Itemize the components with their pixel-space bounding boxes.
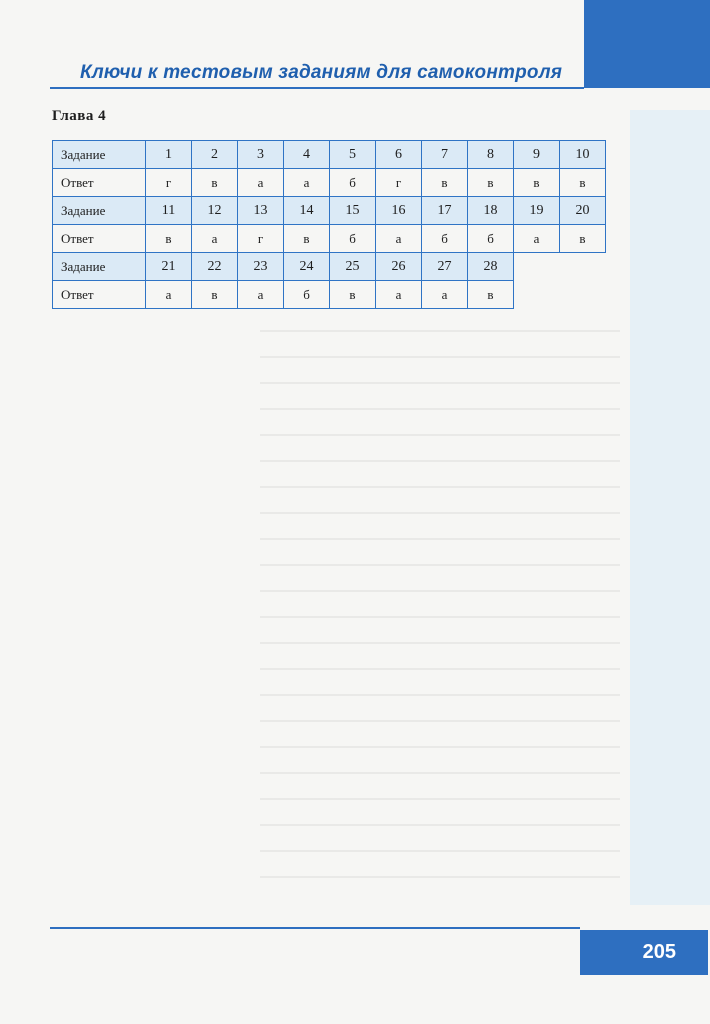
task-cell: 15 xyxy=(330,197,376,225)
task-row xyxy=(53,141,606,169)
chapter-heading: Глава 4 xyxy=(52,108,107,124)
answer-row-label: Ответ xyxy=(53,225,146,253)
answer-cell: а xyxy=(192,225,238,253)
answer-cell: а xyxy=(146,281,192,309)
task-cell: 18 xyxy=(468,197,514,225)
answer-cell: в xyxy=(468,281,514,309)
page-header-title: Ключи к тестовым заданиям для самоконтроля xyxy=(80,62,563,83)
footer-rule xyxy=(50,927,580,929)
bleed-through-texture xyxy=(260,330,620,890)
task-row-label: Задание xyxy=(53,197,146,225)
task-cell: 2 xyxy=(192,141,238,169)
answer-cell: а xyxy=(514,225,560,253)
task-row-label: Задание xyxy=(53,253,146,281)
task-cell: 24 xyxy=(284,253,330,281)
task-cell: 7 xyxy=(422,141,468,169)
answer-cell: г xyxy=(376,169,422,197)
answer-cell: б xyxy=(284,281,330,309)
task-cell: 14 xyxy=(284,197,330,225)
task-row-label: Задание xyxy=(53,141,146,169)
answer-cell: г xyxy=(146,169,192,197)
task-cell: 6 xyxy=(376,141,422,169)
answer-cell: а xyxy=(238,169,284,197)
answer-cell: а xyxy=(238,281,284,309)
task-cell: 12 xyxy=(192,197,238,225)
task-cell: 13 xyxy=(238,197,284,225)
task-cell: 16 xyxy=(376,197,422,225)
task-cell: 1 xyxy=(146,141,192,169)
answer-cell: б xyxy=(330,225,376,253)
task-cell: 4 xyxy=(284,141,330,169)
empty-cell xyxy=(560,281,606,309)
page-number: 205 xyxy=(642,941,676,963)
answer-cell: б xyxy=(468,225,514,253)
task-cell: 21 xyxy=(146,253,192,281)
header-corner-block xyxy=(584,0,710,88)
answer-cell: б xyxy=(330,169,376,197)
task-cell: 26 xyxy=(376,253,422,281)
task-row xyxy=(53,253,606,281)
task-cell: 5 xyxy=(330,141,376,169)
empty-cell xyxy=(514,281,560,309)
answer-cell: в xyxy=(560,225,606,253)
answer-row-label: Ответ xyxy=(53,281,146,309)
answer-row-label: Ответ xyxy=(53,169,146,197)
task-cell: 23 xyxy=(238,253,284,281)
side-decor-strip xyxy=(630,110,710,905)
task-cell: 19 xyxy=(514,197,560,225)
answer-cell: в xyxy=(146,225,192,253)
answer-cell: в xyxy=(192,169,238,197)
answer-cell: а xyxy=(376,225,422,253)
answer-cell: в xyxy=(560,169,606,197)
answer-cell: в xyxy=(468,169,514,197)
task-cell: 11 xyxy=(146,197,192,225)
empty-cell xyxy=(560,253,606,281)
task-cell: 22 xyxy=(192,253,238,281)
answer-cell: а xyxy=(376,281,422,309)
task-row xyxy=(53,197,606,225)
task-cell: 8 xyxy=(468,141,514,169)
answer-row xyxy=(53,169,606,197)
task-cell: 25 xyxy=(330,253,376,281)
empty-cell xyxy=(514,253,560,281)
answer-row xyxy=(53,281,606,309)
task-cell: 9 xyxy=(514,141,560,169)
header-rule xyxy=(50,87,584,89)
answer-cell: в xyxy=(284,225,330,253)
task-cell: 27 xyxy=(422,253,468,281)
answer-row xyxy=(53,225,606,253)
answer-cell: в xyxy=(192,281,238,309)
task-cell: 10 xyxy=(560,141,606,169)
answer-cell: г xyxy=(238,225,284,253)
answer-cell: в xyxy=(422,169,468,197)
answer-cell: в xyxy=(330,281,376,309)
task-cell: 17 xyxy=(422,197,468,225)
task-cell: 20 xyxy=(560,197,606,225)
task-cell: 28 xyxy=(468,253,514,281)
answer-cell: в xyxy=(514,169,560,197)
answer-cell: а xyxy=(422,281,468,309)
answer-cell: а xyxy=(284,169,330,197)
task-cell: 3 xyxy=(238,141,284,169)
answer-cell: б xyxy=(422,225,468,253)
answer-key-table xyxy=(52,140,606,309)
